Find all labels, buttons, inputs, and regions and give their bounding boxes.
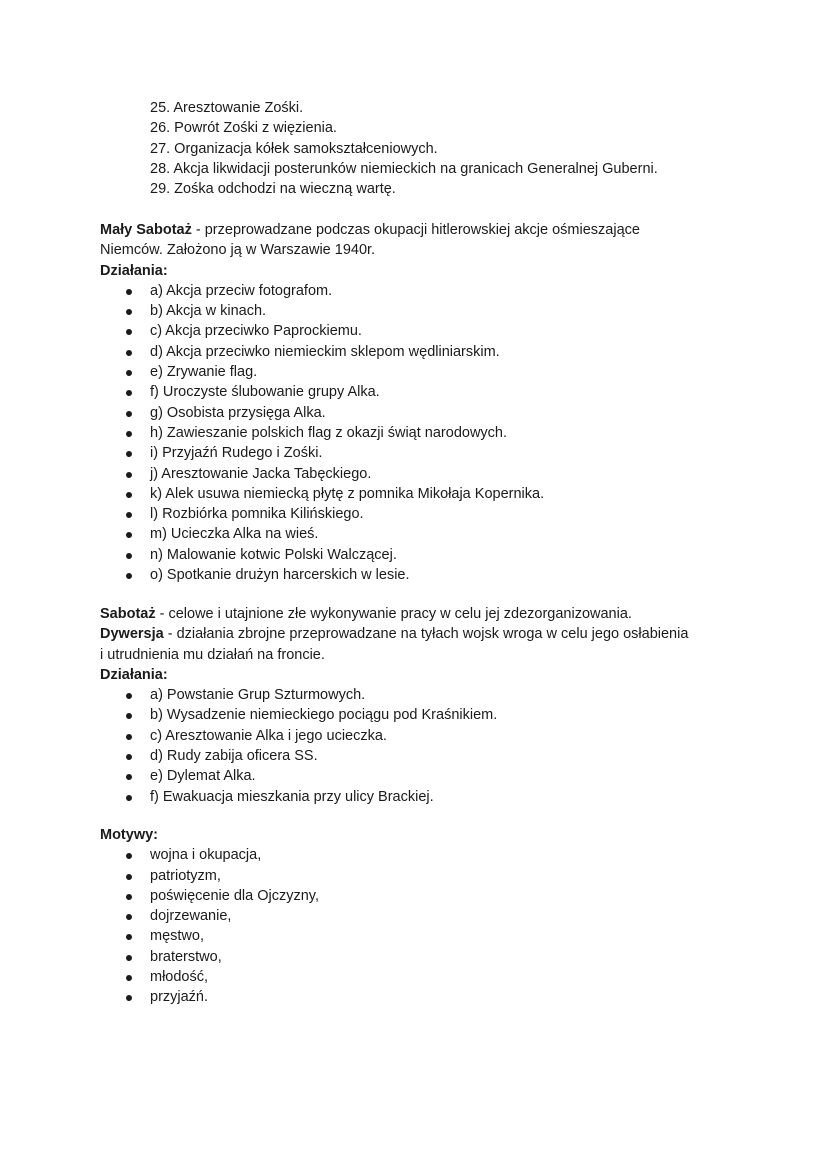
list-item-text: k) Alek usuwa niemiecką płytę z pomnika Mikołaja Kopernika. (150, 485, 545, 502)
list-item-text: f) Uroczyste ślubowanie grupy Alka. (150, 384, 380, 401)
list-item (100, 464, 740, 484)
bullet-icon (126, 693, 132, 699)
list-item (100, 423, 740, 443)
term-sabotaz: Sabotaż (100, 606, 156, 622)
list-item-text: o) Spotkanie drużyn harcerskich w lesie. (150, 567, 410, 584)
bullet-icon (126, 853, 132, 859)
maly-sabotaz-actions-list (100, 281, 740, 585)
list-item (100, 886, 740, 906)
list-item-text: d) Rudy zabija oficera SS. (150, 748, 318, 765)
list-item: 26. Powrót Zośki z więzienia. (150, 120, 337, 137)
bullet-icon (126, 431, 132, 437)
bullet-icon (126, 995, 132, 1001)
list-item (100, 705, 740, 725)
list-item (100, 967, 740, 987)
list-item-text: patriotyzm, (150, 867, 221, 884)
bullet-icon (126, 532, 132, 538)
bullet-icon (126, 309, 132, 315)
definition-text-continued: i utrudnienia mu działań na froncie. (100, 646, 325, 663)
bullet-icon (126, 390, 132, 396)
dywersja-actions-list (100, 685, 740, 807)
bullet-icon (126, 795, 132, 801)
list-item-text: e) Dylemat Alka. (150, 768, 256, 785)
bullet-icon (126, 553, 132, 559)
list-item-text: przyjaźń. (150, 989, 209, 1006)
motywy-section (100, 825, 740, 1008)
list-item (100, 987, 740, 1007)
list-item-text: h) Zawieszanie polskich flag z okazji świąt narodowych. (150, 424, 508, 441)
bullet-icon (126, 894, 132, 900)
bullet-icon (126, 411, 132, 417)
list-item-text: c) Akcja przeciwko Paprockiemu. (150, 323, 362, 340)
list-item (100, 746, 740, 766)
list-item-text: c) Aresztowanie Alka i jego ucieczka. (150, 727, 387, 744)
list-item (100, 947, 740, 967)
list-item (100, 362, 740, 382)
list-item (100, 545, 740, 565)
list-item (100, 565, 740, 585)
list-item-text: męstwo, (150, 928, 204, 945)
actions-heading: Działania: (100, 666, 168, 683)
list-item (100, 524, 740, 544)
list-item (100, 321, 740, 341)
list-item-text: i) Przyjaźń Rudego i Zośki. (150, 445, 323, 462)
list-item: 25. Aresztowanie Zośki. (150, 100, 304, 116)
bullet-icon (126, 451, 132, 457)
list-item (100, 766, 740, 786)
bullet-icon (126, 713, 132, 719)
list-item: 27. Organizacja kółek samokształceniowych. (150, 140, 438, 157)
bullet-icon (126, 350, 132, 356)
events-numbered-list (150, 98, 658, 199)
list-item (100, 301, 740, 321)
dywersja-definition (100, 624, 740, 644)
list-item-text: j) Aresztowanie Jacka Tabęckiego. (150, 465, 372, 482)
list-item (100, 685, 740, 705)
motywy-heading: Motywy: (100, 827, 158, 843)
list-item-text: braterstwo, (150, 948, 222, 965)
list-item (100, 443, 740, 463)
term-dywersja: Dywersja (100, 626, 164, 643)
motywy-list (100, 845, 740, 1007)
list-item (100, 504, 740, 524)
list-item: 29. Zośka odchodzi na wieczną wartę. (150, 181, 396, 198)
list-item-text: a) Akcja przeciw fotografom. (150, 282, 333, 299)
bullet-icon (126, 734, 132, 740)
list-item (100, 787, 740, 807)
bullet-icon (126, 774, 132, 780)
maly-sabotaz-definition (100, 220, 740, 240)
list-item-text: l) Rozbiórka pomnika Kilińskiego. (150, 506, 364, 523)
bullet-icon (126, 573, 132, 579)
list-item-text: b) Akcja w kinach. (150, 303, 267, 320)
list-item-text: b) Wysadzenie niemieckiego pociągu pod Kraśnikiem. (150, 707, 498, 724)
list-item (100, 484, 740, 504)
list-item-text: e) Zrywanie flag. (150, 364, 258, 381)
actions-heading: Działania: (100, 262, 168, 279)
list-item-text: n) Malowanie kotwic Polski Walczącej. (150, 546, 397, 563)
maly-sabotaz-section (100, 220, 740, 585)
list-item-text: a) Powstanie Grup Szturmowych. (150, 687, 366, 704)
list-item: 28. Akcja likwidacji posterunków niemieckich na granicach Generalnej Guberni. (150, 160, 658, 177)
bullet-icon (126, 975, 132, 981)
list-item (100, 866, 740, 886)
bullet-icon (126, 289, 132, 295)
definition-text: - działania zbrojne przeprowadzane na tyłach wojsk wroga w celu jego osłabienia (163, 626, 689, 643)
list-item-text: g) Osobista przysięga Alka. (150, 404, 326, 421)
list-item (100, 342, 740, 362)
list-item-text: młodość, (150, 969, 209, 986)
bullet-icon (126, 874, 132, 880)
list-item (100, 403, 740, 423)
list-item (100, 906, 740, 926)
bullet-icon (126, 492, 132, 498)
list-item (100, 281, 740, 301)
bullet-icon (126, 329, 132, 335)
list-item-text: wojna i okupacja, (150, 847, 262, 864)
definition-text-continued: Niemców. Założono ją w Warszawie 1940r. (100, 242, 376, 259)
bullet-icon (126, 955, 132, 961)
list-item-text: m) Ucieczka Alka na wieś. (150, 526, 319, 543)
bullet-icon (126, 934, 132, 940)
list-item-text: f) Ewakuacja mieszkania przy ulicy Brackiej. (150, 788, 434, 805)
term-maly-sabotaz: Mały Sabotaż (100, 222, 192, 238)
bullet-icon (126, 914, 132, 920)
bullet-icon (126, 370, 132, 376)
list-item (100, 726, 740, 746)
sabotaz-definition (100, 604, 740, 624)
list-item (100, 926, 740, 946)
definition-text: - przeprowadzane podczas okupacji hitlerowskiej akcje ośmieszające (191, 222, 640, 238)
list-item (100, 845, 740, 865)
sabotaz-dywersja-section (100, 604, 740, 807)
bullet-icon (126, 512, 132, 518)
list-item-text: poświęcenie dla Ojczyzny, (150, 887, 319, 904)
bullet-icon (126, 754, 132, 760)
list-item-text: dojrzewanie, (150, 908, 232, 925)
bullet-icon (126, 472, 132, 478)
definition-text: - celowe i utajnione złe wykonywanie pracy w celu jej zdezorganizowania. (155, 606, 632, 622)
list-item-text: d) Akcja przeciwko niemieckim sklepom wędliniarskim. (150, 343, 500, 360)
list-item (100, 382, 740, 402)
